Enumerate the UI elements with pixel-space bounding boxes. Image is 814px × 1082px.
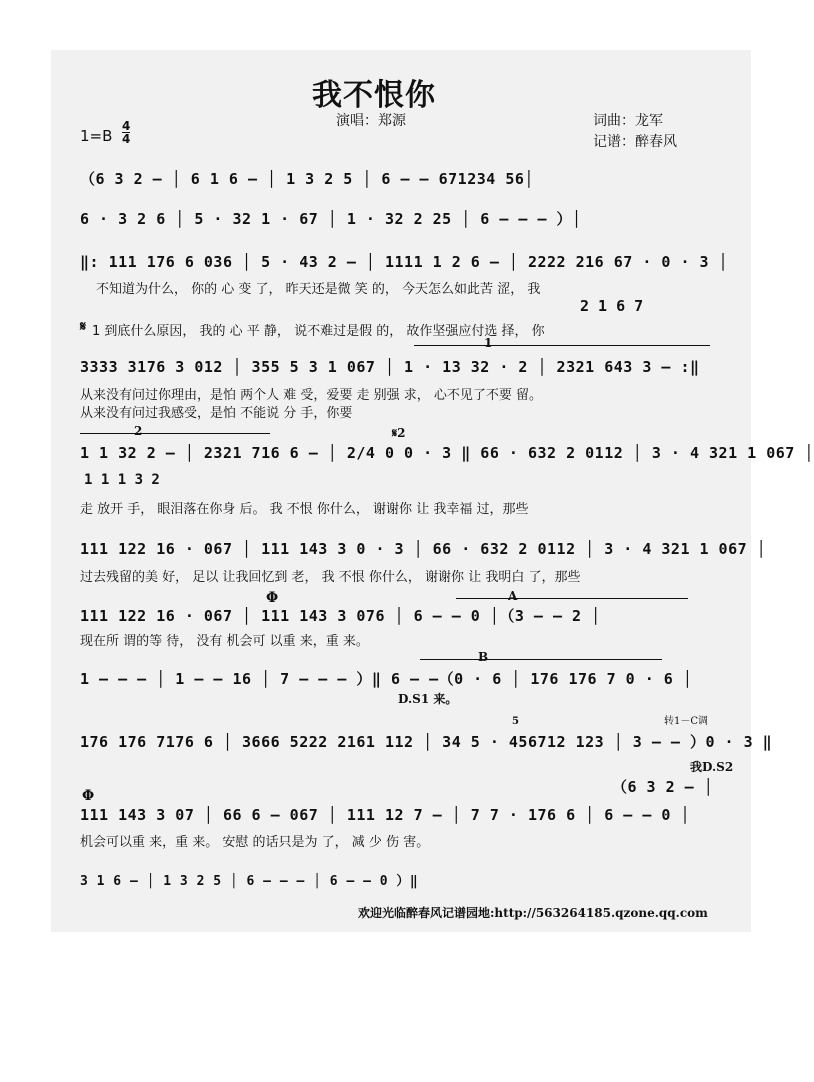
coda-2-mark: Φ: [82, 788, 95, 804]
coda-mark: Φ: [266, 590, 279, 606]
ds1-mark: D.S1 来。: [398, 692, 458, 706]
volta-1: 1: [484, 336, 493, 350]
staff-line: 176 176 7176 6 │ 3666 5222 2161 112 │ 34 5 · 456712 123 │ 3 – – ）0 · 3 ‖: [80, 733, 773, 751]
staff-line: 111 122 16 · 067 │ 111 143 3 0 · 3 │ 66 · 632 2 0112 │ 3 · 4 321 1 067 │: [80, 540, 767, 558]
key-signature: 1=B: [80, 127, 113, 145]
staff-line: ‖: 111 176 6 036 │ 5 · 43 2 – │ 1111 1 2 6 – │ 2222 216 67 · 0 · 3 │: [80, 253, 729, 271]
segno-2-mark: 𝄋2: [392, 426, 406, 440]
lyric-line: 不知道为什么， 你的 心 变 了， 昨天还是微 笑 的， 今天怎么如此苦 涩， 我: [96, 282, 541, 297]
time-signature: [122, 120, 130, 145]
lyricist-composer-credit: 词曲：龙军: [593, 113, 663, 129]
song-title: 我不恨你: [312, 78, 436, 113]
footer-credit: 欢迎光临醉春风记谱园地:http://563264185.qzone.qq.com: [358, 906, 708, 920]
volta-bracket: [414, 345, 710, 346]
lyric-line: 机会可以重 来，重 来。 安慰 的话只是为 了， 减 少 伤 害。: [80, 835, 430, 850]
segno-mark: 𝄋: [80, 319, 87, 335]
time-signature-bottom: 4: [122, 132, 131, 146]
volta-bracket: [80, 433, 270, 434]
singer-credit: 演唱：郑源: [336, 113, 406, 129]
staff-line: 3333 3176 3 012 │ 355 5 3 1 067 │ 1 · 13 32 · 2 │ 2321 643 3 – :‖: [80, 358, 700, 376]
ending-b-label: B: [478, 650, 489, 664]
time-signature-top: 4: [122, 119, 131, 133]
ending-a-label: A: [508, 589, 518, 603]
overline-notes: 2 1 6 7: [580, 297, 644, 315]
modulation-mark: 转1－C调: [664, 716, 709, 727]
ending-a-bracket: [456, 598, 688, 599]
lyric-line: 走 放开 手， 眼泪落在你身 后。 我 不恨 你什么， 谢谢你 让 我幸福 过，那些: [80, 502, 529, 517]
lyric-line: 从来没有问过你理由，是怕 两个人 难 受，爱要 走 别强 求， 心不见了不要 留。: [80, 388, 543, 403]
ds2-mark: 我D.S2: [690, 760, 734, 774]
staff-line: 6 · 3 2 6 │ 5 · 32 1 · 67 │ 1 · 32 2 25 │ 6 – – – ）│: [80, 210, 582, 228]
lyric-line: 从来没有问过我感受，是怕 不能说 分 手，你要: [80, 406, 353, 421]
staff-line-intro-tail: （6 3 2 – │: [612, 778, 714, 796]
tuplet-mark: 5: [512, 716, 519, 727]
staff-line: 111 143 3 07 │ 66 6 – 067 │ 111 12 7 – │ 7 7 · 176 6 │ 6 – – 0 │: [80, 806, 690, 824]
staff-line: （6 3 2 – │ 6 1 6 – │ 1 3 2 5 │ 6 – – 671234 56│: [80, 170, 534, 188]
lyric-line: 现在所 谓的等 待， 没有 机会可 以重 来，重 来。: [80, 634, 369, 649]
lyric-line: 过去残留的美 好， 足以 让我回忆到 老， 我 不恨 你什么， 谢谢你 让 我明白 了，那些: [80, 570, 581, 585]
ending-b-bracket: [420, 659, 662, 660]
staff-line: 1 – – – │ 1 – – 16 │ 7 – – – ）‖ 6 – –（0 · 6 │ 176 176 7 0 · 6 │: [80, 670, 693, 688]
transcriber-credit: 记谱：醉春风: [593, 134, 677, 150]
lyric-line: 1 到底什么原因， 我的 心 平 静， 说不难过是假 的， 故作坚强应付选 择， 你: [92, 324, 545, 339]
staff-line: 1 1 32 2 – │ 2321 716 6 – │ 2/4 0 0 · 3 ‖ 66 · 632 2 0112 │ 3 · 4 321 1 067 │: [80, 444, 814, 462]
staff-line: 111 122 16 · 067 │ 111 143 3 076 │ 6 – – 0 │（3 – – 2 │: [80, 607, 601, 625]
staff-line: 3 1 6 – │ 1 3 2 5 │ 6 – – – │ 6 – – 0 ）‖: [80, 874, 419, 889]
below-notes: 1 1 1 3 2: [84, 472, 160, 488]
volta-2: 2: [134, 424, 143, 438]
